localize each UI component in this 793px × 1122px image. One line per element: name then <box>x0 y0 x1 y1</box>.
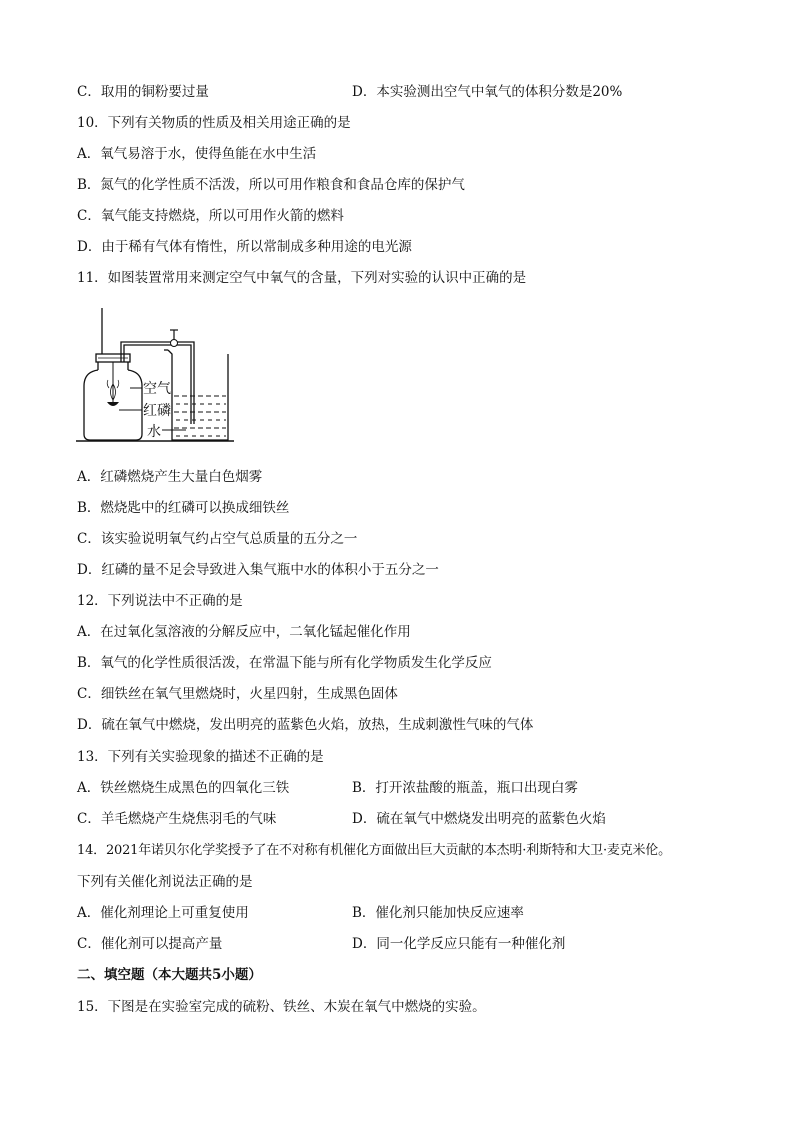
q10-option-b: B．氮气的化学性质不活泼，所以可用作粮食和食品仓库的保护气 <box>77 177 465 193</box>
q11-option-b: B．燃烧匙中的红磷可以换成细铁丝 <box>77 500 290 516</box>
q13-option-d: D．硫在氧气中燃烧发出明亮的蓝紫色火焰 <box>352 811 606 827</box>
q14-option-c: C．催化剂可以提高产量 <box>77 936 223 952</box>
q9-option-d: D．本实验测出空气中氧气的体积分数是20% <box>352 84 623 100</box>
q11-option-a: A．红磷燃烧产生大量白色烟雾 <box>77 469 263 485</box>
q11-option-c: C．该实验说明氧气约占空气总质量的五分之一 <box>77 531 358 547</box>
q12-option-a: A．在过氧化氢溶液的分解反应中，二氧化锰起催化作用 <box>77 624 411 640</box>
oxygen-measurement-apparatus <box>76 306 236 446</box>
q9-option-c: C．取用的铜粉要过量 <box>77 84 209 100</box>
q14-option-a: A．催化剂理论上可重复使用 <box>77 905 249 921</box>
label-water: 水 <box>147 424 161 440</box>
q15-stem: 15．下图是在实验室完成的硫粉、铁丝、木炭在氧气中燃烧的实验。 <box>77 999 486 1015</box>
q10-option-c: C．氧气能支持燃烧，所以可用作火箭的燃料 <box>77 208 344 224</box>
label-red-phosphorus: 红磷 <box>143 403 171 419</box>
q12-option-d: D．硫在氧气中燃烧，发出明亮的蓝紫色火焰，放热，生成刺激性气味的气体 <box>77 717 534 733</box>
q10-option-d: D．由于稀有气体有惰性，所以常制成多种用途的电光源 <box>77 239 412 255</box>
q14-option-b: B．催化剂只能加快反应速率 <box>352 905 524 921</box>
q13-option-b: B．打开浓盐酸的瓶盖，瓶口出现白雾 <box>352 780 578 796</box>
section-heading-fill-in: 二、填空题（本大题共5小题） <box>77 967 262 983</box>
q12-stem: 12．下列说法中不正确的是 <box>77 593 243 609</box>
q10-option-a: A．氧气易溶于水，使得鱼能在水中生活 <box>77 146 317 162</box>
q14-stem-continued: 下列有关催化剂说法正确的是 <box>77 874 253 890</box>
q13-option-a: A．铁丝燃烧生成黑色的四氧化三铁 <box>77 780 290 796</box>
q14-option-d: D．同一化学反应只能有一种催化剂 <box>352 936 566 952</box>
q14-stem: 14．2021年诺贝尔化学奖授予了在不对称有机催化方面做出巨大贡献的本杰明·利斯特和大卫·麦克米伦。 <box>77 843 671 858</box>
q12-option-b: B．氧气的化学性质很活泼，在常温下能与所有化学物质发生化学反应 <box>77 655 492 671</box>
q10-stem: 10．下列有关物质的性质及相关用途正确的是 <box>77 115 351 131</box>
q11-option-d: D．红磷的量不足会导致进入集气瓶中水的体积小于五分之一 <box>77 562 439 578</box>
q11-stem: 11．如图装置常用来测定空气中氧气的含量，下列对实验的认识中正确的是 <box>77 270 527 286</box>
q12-option-c: C．细铁丝在氧气里燃烧时，火星四射，生成黑色固体 <box>77 686 398 702</box>
label-air: 空气 <box>143 381 171 397</box>
q13-option-c: C．羊毛燃烧产生烧焦羽毛的气味 <box>77 811 277 827</box>
q13-stem: 13．下列有关实验现象的描述不正确的是 <box>77 749 324 765</box>
